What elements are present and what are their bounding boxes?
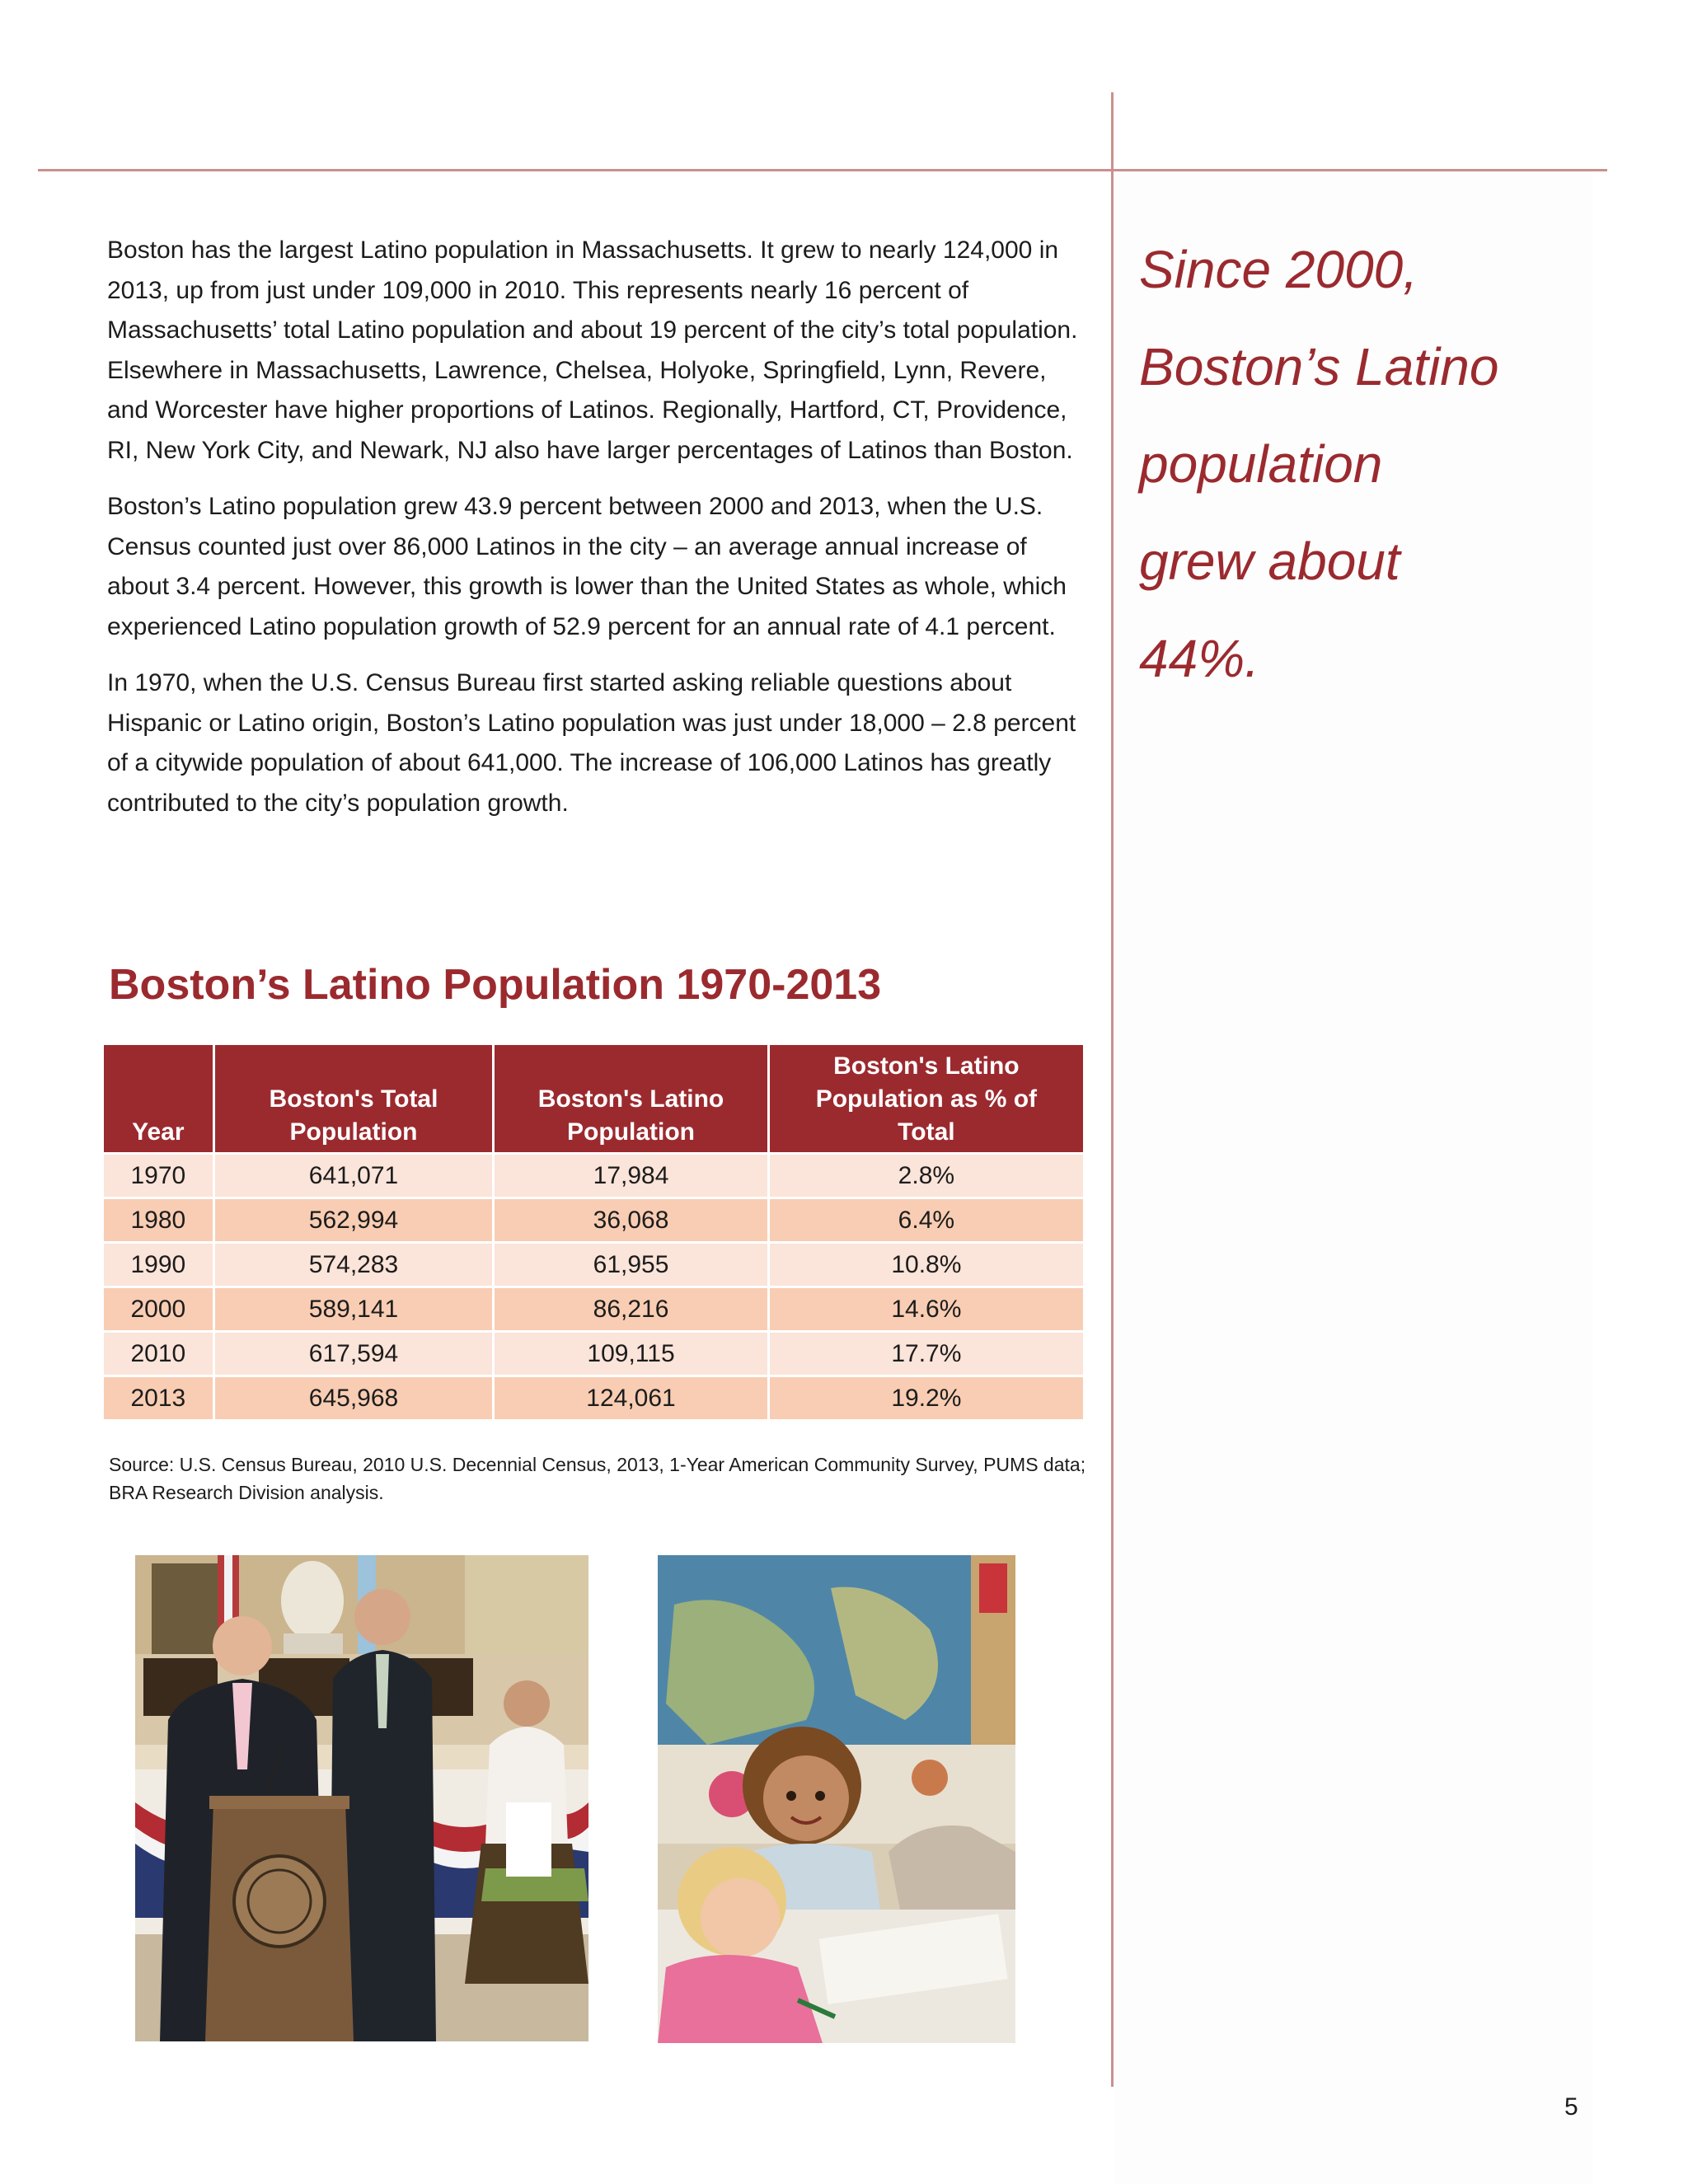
- table-row: [104, 1244, 1083, 1286]
- cell-latino: 109,115: [495, 1333, 767, 1375]
- classroom-photo: [658, 1555, 1015, 2043]
- top-horizontal-rule: [38, 169, 1607, 171]
- cell-year: 2013: [104, 1377, 213, 1419]
- cell-total: 617,594: [215, 1333, 493, 1375]
- cell-percent: 14.6%: [770, 1288, 1083, 1330]
- body-paragraph-1: Boston has the largest Latino population in Massachusetts. It grew to nearly 124,000 in 2013, up from just under 109,000 in 2010. This represents nearly 16 percent of Massachusetts’ total Latino population and about 19 percent of the city’s total population. Elsewhere in Massachusetts, Lawrence, Chelsea, Holyoke, Springfield, Lynn, Revere, and Worcester have higher proportions of Latinos. Regionally, Hartford, CT, Providence, RI, New York City, and Newark, NJ also have larger percentages of Latinos than Boston.: [107, 237, 1078, 464]
- cell-latino: 124,061: [495, 1377, 767, 1419]
- press-conference-photo: [135, 1555, 588, 2041]
- cell-total: 641,071: [215, 1155, 493, 1197]
- body-paragraph-3: In 1970, when the U.S. Census Bureau first started asking reliable questions about Hispanic or Latino origin, Boston’s Latino population was just under 18,000 – 2.8 percent of a citywide population of about 641,000. The increase of 106,000 Latinos has greatly contributed to the city’s population growth.: [107, 669, 1076, 817]
- pull-quote-line: Boston’s Latino: [1139, 337, 1499, 396]
- header-latino-percent: Boston's Latino Population as % of Total: [770, 1045, 1083, 1152]
- cell-year: 2010: [104, 1333, 213, 1375]
- body-text: [107, 231, 1080, 840]
- table-source-note: Source: U.S. Census Bureau, 2010 U.S. Decennial Census, 2013, 1-Year American Community Survey, PUMS data; BRA Research Division analysis.: [109, 1454, 1086, 1503]
- cell-percent: 17.7%: [770, 1333, 1083, 1375]
- latino-population-table: [101, 1043, 1085, 1422]
- table-row: [104, 1377, 1083, 1419]
- table-row: [104, 1199, 1083, 1241]
- vertical-divider-rule: [1111, 92, 1114, 2087]
- cell-year: 1970: [104, 1155, 213, 1197]
- cell-total: 589,141: [215, 1288, 493, 1330]
- pull-quote-line: Since 2000,: [1139, 240, 1418, 299]
- page-number: 5: [1564, 2093, 1578, 2121]
- cell-percent: 2.8%: [770, 1155, 1083, 1197]
- header-latino-population: Boston's Latino Population: [495, 1045, 767, 1152]
- cell-total: 645,968: [215, 1377, 493, 1419]
- cell-latino: 86,216: [495, 1288, 767, 1330]
- cell-percent: 10.8%: [770, 1244, 1083, 1286]
- body-paragraph-2: Boston’s Latino population grew 43.9 percent between 2000 and 2013, when the U.S. Census counted just over 86,000 Latinos in the city – an average annual increase of about 3.4 percent. However, this growth is lower than the United States as whole, which experienced Latino population growth of 52.9 percent for an annual rate of 4.1 percent.: [107, 493, 1067, 640]
- header-year: Year: [104, 1045, 213, 1152]
- cell-year: 2000: [104, 1288, 213, 1330]
- cell-percent: 19.2%: [770, 1377, 1083, 1419]
- table-header-row: [104, 1045, 1083, 1152]
- cell-latino: 36,068: [495, 1199, 767, 1241]
- header-total-population: Boston's Total Population: [215, 1045, 493, 1152]
- cell-latino: 17,984: [495, 1155, 767, 1197]
- cell-total: 562,994: [215, 1199, 493, 1241]
- table-row: [104, 1155, 1083, 1197]
- cell-year: 1990: [104, 1244, 213, 1286]
- table-title: Boston’s Latino Population 1970-2013: [109, 961, 882, 1009]
- cell-total: 574,283: [215, 1244, 493, 1286]
- pull-quote: [1139, 221, 1568, 707]
- pull-quote-line: 44%.: [1139, 629, 1259, 688]
- classroom-illustration: [658, 1555, 1015, 2043]
- pull-quote-line: grew about: [1139, 532, 1400, 591]
- pull-quote-line: population: [1139, 434, 1383, 494]
- table-row: [104, 1333, 1083, 1375]
- press-conference-illustration: [135, 1555, 588, 2041]
- cell-latino: 61,955: [495, 1244, 767, 1286]
- table-row: [104, 1288, 1083, 1330]
- cell-percent: 6.4%: [770, 1199, 1083, 1241]
- cell-year: 1980: [104, 1199, 213, 1241]
